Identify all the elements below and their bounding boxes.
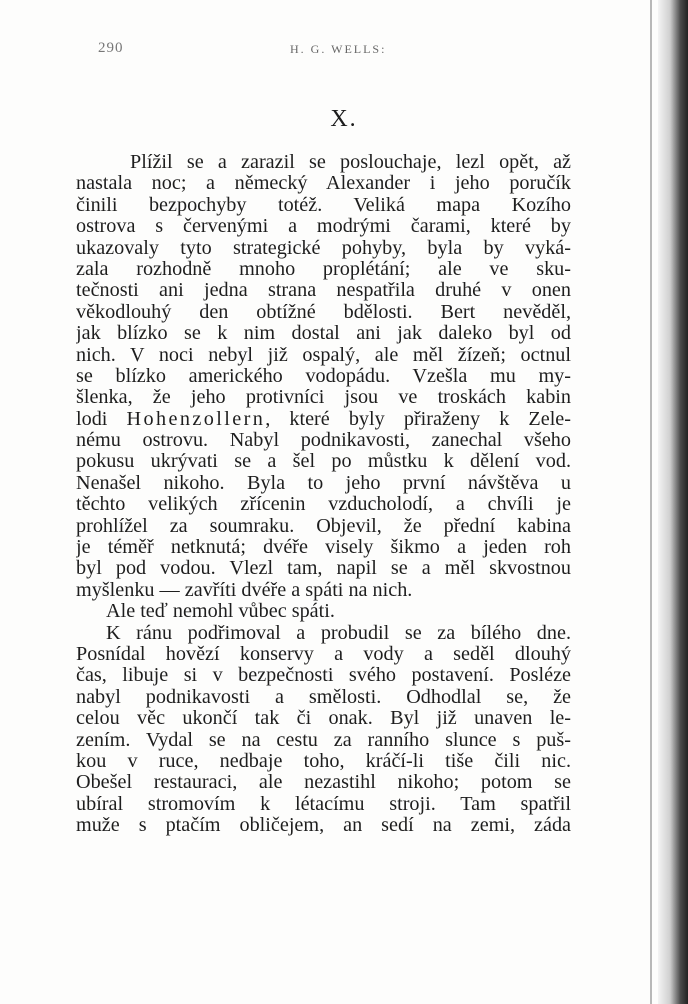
- text-line: byl pod vodou. Vlezl tam, napil se a měl skvostnou: [76, 558, 571, 580]
- chapter-heading: [0, 106, 688, 133]
- text-line: ubíral stromovím k létacímu stroji. Tam spatřil: [76, 793, 571, 815]
- text-line: těchto velikých zřícenin vzducholodí, a chvíli je: [76, 494, 571, 516]
- text-line: pokusu ukrývati se a šel po můstku k dělení vod.: [76, 451, 571, 473]
- text-line: věkodlouhý den obtížné bdělosti. Bert nevěděl,: [76, 301, 571, 323]
- page-gutter-line: [650, 0, 652, 1004]
- text-line: prohlížel za soumraku. Objevil, že přední kabina: [76, 515, 571, 537]
- chapter-number: X.: [330, 106, 358, 132]
- text-line: celou věc ukončí tak či onak. Byl již unaven le-: [76, 708, 571, 730]
- text-line: kou v ruce, nedbaje toho, kráčí-li tiše čili nic.: [76, 750, 571, 772]
- text-line: Plížil se a zarazil se poslouchaje, lezl opět, až: [130, 152, 571, 173]
- text-line: nich. V noci nebyl již ospalý, ale měl žízeň; octnul: [76, 344, 571, 366]
- text-line: K ránu podřimoval a probudil se za bílého dne.: [106, 622, 571, 644]
- text-line: nabyl podnikavosti a smělosti. Odhodlal se, že: [76, 686, 571, 708]
- text-line: ukazovaly tyto strategické pohyby, byla by vyká-: [76, 237, 571, 259]
- text-line: šlenka, že jeho protivníci jsou ve troskách kabin: [76, 387, 571, 409]
- body-text: [76, 152, 571, 837]
- text-line: tečnosti ani jedna strana nespatřila druhé v onen: [76, 280, 571, 302]
- text-line: muže s ptačím obličejem, an sedí na zemi, záda: [76, 815, 571, 837]
- running-head: H. G. WELLS:: [290, 42, 387, 56]
- text-line: ostrova s červenými a modrými čarami, které by: [76, 216, 571, 238]
- text-fragment: lodi: [76, 408, 108, 430]
- text-line: jak blízko se k nim dostal ani jak daleko byl od: [76, 323, 571, 345]
- text-line: Posnídal hovězí konservy a vody a seděl dlouhý: [76, 643, 571, 665]
- text-line: Obešel restauraci, ale nezastihl nikoho; potom se: [76, 772, 571, 794]
- page-header: [0, 40, 688, 64]
- text-line: čas, libuje si v bezpečnosti svého postavení. Posléze: [76, 665, 571, 687]
- text-fragment: , které byly přiraženy k Zele-: [265, 408, 571, 430]
- text-line: se blízko amerického vodopádu. Vzešla mu my-: [76, 365, 571, 387]
- page-edge-shadow: [658, 0, 688, 1004]
- text-line: zala rozhodně mnoho proplétání; ale ve sku-: [76, 258, 571, 280]
- ship-name: Hohenzollern: [126, 408, 266, 430]
- text-line: činili bezpochyby totéž. Veliká mapa Kozího: [76, 194, 571, 216]
- text-line-composite: [76, 409, 571, 430]
- text-line: Ale teď nemohl vůbec spáti.: [106, 601, 335, 623]
- text-line: nastala noc; a německý Alexander i jeho poručík: [76, 173, 571, 195]
- text-line: myšlenku — zavříti dvéře a spáti na nich.: [76, 579, 413, 601]
- text-line: nému ostrovu. Nabyl podnikavosti, zanechal všeho: [76, 430, 571, 452]
- text-line: je téměř netknutá; dvéře visely šikmo a jeden roh: [76, 537, 571, 559]
- text-line: zením. Vydal se na cestu za ranního slunce s puš-: [76, 729, 571, 751]
- text-line: Nenašel nikoho. Byla to jeho první návštěva u: [76, 472, 571, 494]
- page-number: 290: [98, 40, 124, 56]
